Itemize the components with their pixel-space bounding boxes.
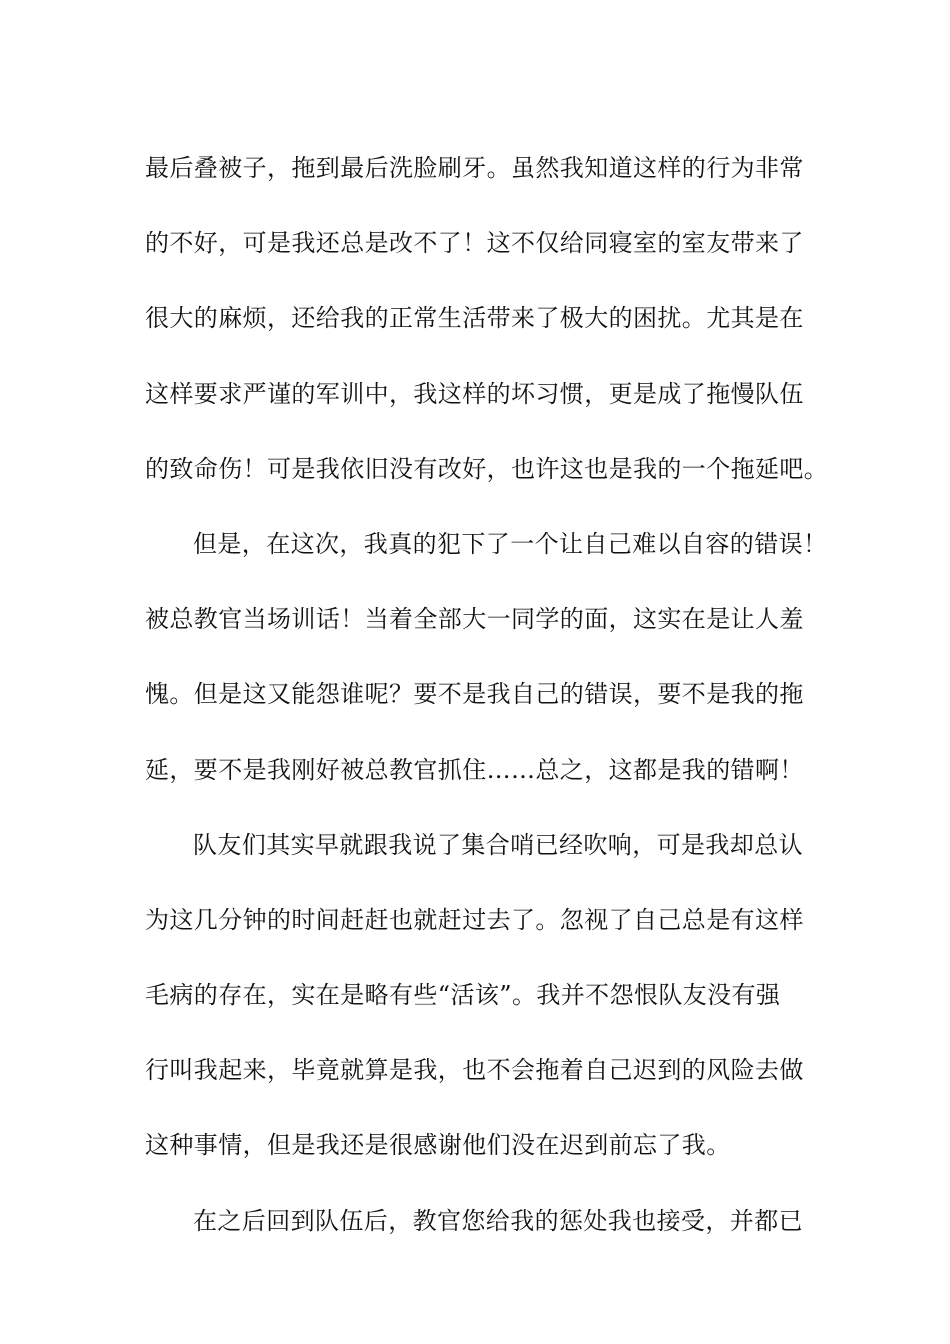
text-line: 行叫我起来，毕竟就算是我，也不会拖着自己迟到的风险去做 xyxy=(145,1056,804,1085)
text-line: 毛病的存在，实在是略有些“活该”。我并不怨恨队友没有强 xyxy=(145,981,781,1010)
body-text xyxy=(145,131,835,1259)
paragraph-start-line: 但是，在这次，我真的犯下了一个让自己难以自容的错误！ xyxy=(193,529,828,558)
text-line: 延，要不是我刚好被总教官抓住……总之，这都是我的错啊！ xyxy=(145,755,804,784)
text-line: 的致命伤！可是我依旧没有改好，也许这也是我的一个拖延吧。 xyxy=(145,454,829,483)
text-line: 为这几分钟的时间赶赶也就赶过去了。忽视了自己总是有这样 xyxy=(145,905,804,934)
text-line: 这种事情，但是我还是很感谢他们没在迟到前忘了我。 xyxy=(145,1131,731,1160)
text-line: 这样要求严谨的军训中，我这样的坏习惯，更是成了拖慢队伍 xyxy=(145,379,804,408)
text-line: 的不好，可是我还总是改不了！这不仅给同寝室的室友带来了 xyxy=(145,229,804,258)
paragraph-start-line: 在之后回到队伍后，教官您给我的惩处我也接受，并都已 xyxy=(193,1206,803,1235)
paragraph-start-line: 队友们其实早就跟我说了集合哨已经吹响，可是我却总认 xyxy=(193,830,803,859)
text-line: 愧。但是这又能怨谁呢？要不是我自己的错误，要不是我的拖 xyxy=(145,680,804,709)
text-line: 最后叠被子，拖到最后洗脸刷牙。虽然我知道这样的行为非常 xyxy=(145,154,804,182)
text-line: 很大的麻烦，还给我的正常生活带来了极大的困扰。尤其是在 xyxy=(145,304,804,333)
text-line: 被总教官当场训话！当着全部大一同学的面，这实在是让人羞 xyxy=(145,605,804,634)
